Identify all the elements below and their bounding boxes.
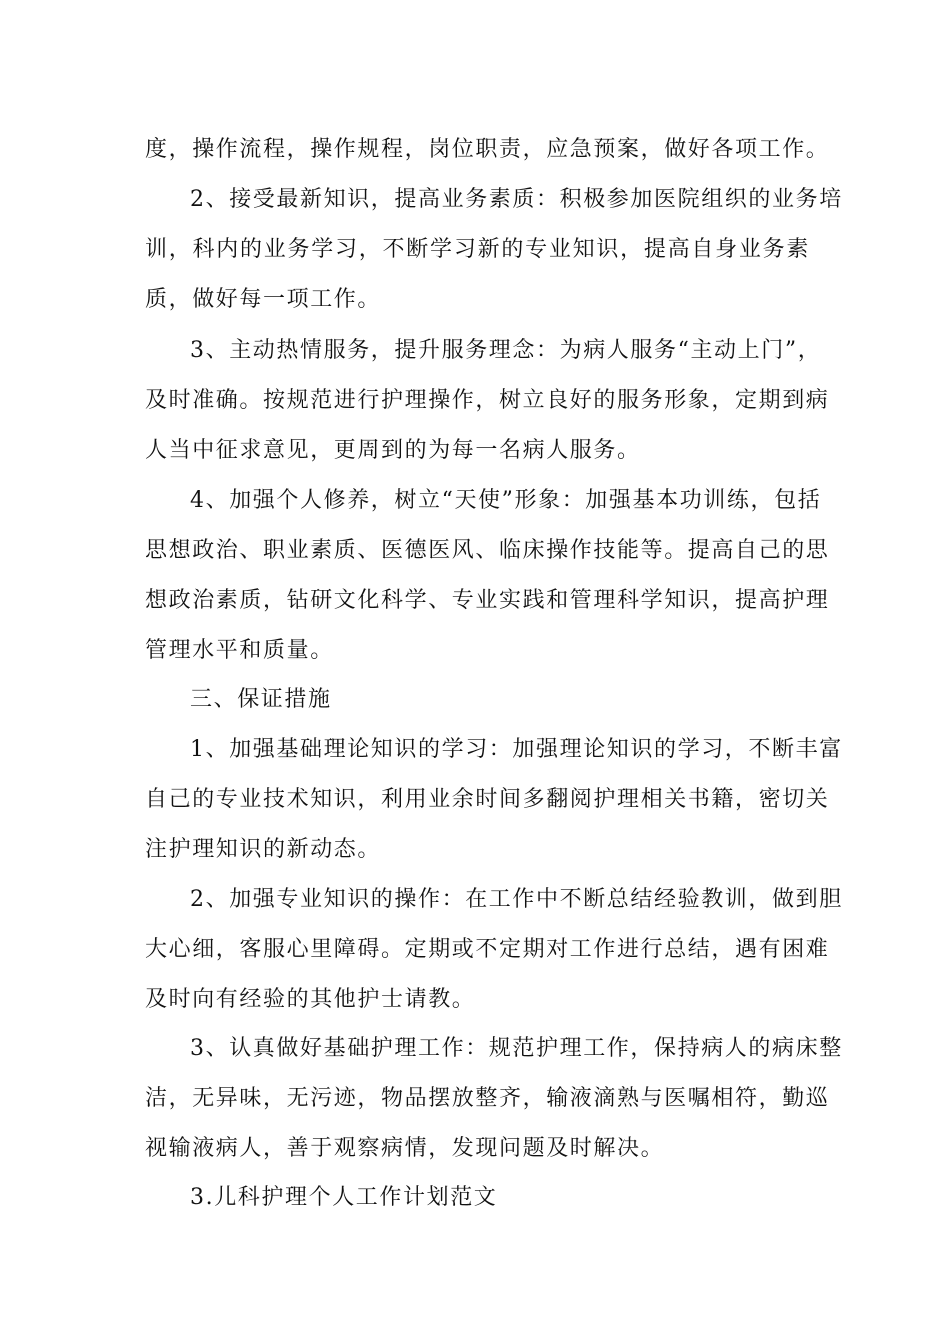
text-line: 洁，无异味，无污迹，物品摆放整齐，输液滴熟与医嘱相符，勤巡 — [145, 1086, 830, 1111]
section-heading: 三、保证措施 — [190, 687, 332, 712]
text-line: 大心细，客服心里障碍。定期或不定期对工作进行总结，遇有困难 — [145, 937, 830, 962]
text-line: 自己的专业技术知识，利用业余时间多翻阅护理相关书籍，密切关 — [145, 787, 830, 812]
text-line: 及时向有经验的其他护士请教。 — [145, 987, 476, 1012]
text-line: 训，科内的业务学习，不断学习新的专业知识，提高自身业务素 — [145, 237, 810, 262]
text-line: 及时准确。按规范进行护理操作，树立良好的服务形象，定期到病 — [145, 388, 830, 413]
text-line: 人当中征求意见，更周到的为每一名病人服务。 — [145, 438, 641, 463]
text-line: 3、主动热情服务，提升服务理念：为病人服务“主动上门”， — [190, 338, 822, 363]
text-line: 视输液病人，善于观察病情，发现问题及时解决。 — [145, 1136, 665, 1161]
section-heading: 3.儿科护理个人工作计划范文 — [190, 1185, 498, 1210]
text-line: 注护理知识的新动态。 — [145, 837, 382, 862]
text-line: 度，操作流程，操作规程，岗位职责，应急预案，做好各项工作。 — [145, 137, 830, 162]
text-line: 4、加强个人修养，树立“天使”形象：加强基本功训练，包括 — [190, 488, 822, 513]
text-line: 1、加强基础理论知识的学习：加强理论知识的学习，不断丰富 — [190, 737, 843, 762]
text-line: 2、接受最新知识，提高业务素质：积极参加医院组织的业务培 — [190, 187, 843, 212]
text-line: 3、认真做好基础护理工作：规范护理工作，保持病人的病床整 — [190, 1036, 843, 1061]
text-line: 质，做好每一项工作。 — [145, 287, 382, 312]
text-line: 2、加强专业知识的操作：在工作中不断总结经验教训，做到胆 — [190, 887, 843, 912]
text-line: 想政治素质，钻研文化科学、专业实践和管理科学知识，提高护理 — [145, 588, 830, 613]
text-line: 思想政治、职业素质、医德医风、临床操作技能等。提高自己的思 — [145, 538, 830, 563]
text-line: 管理水平和质量。 — [145, 638, 334, 663]
